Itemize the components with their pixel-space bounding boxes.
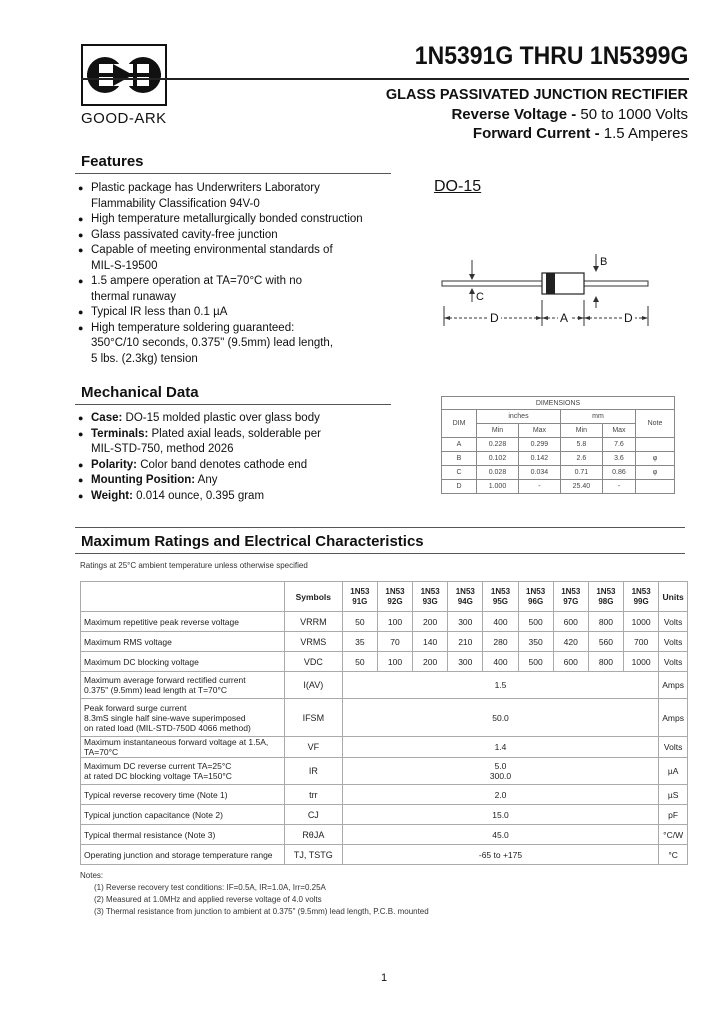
inch-max-header: Max (518, 424, 560, 438)
feature-text: 1.5 ampere operation at TA=70°C with no (91, 275, 302, 287)
value-cell: 280 (483, 632, 518, 652)
feature-text: 5 lbs. (2.3kg) tension (91, 352, 198, 365)
part-header: 1N53 96G (518, 582, 553, 612)
value-cell: 400 (483, 652, 518, 672)
value-cell: 300 (448, 612, 483, 632)
mechanical-label: Weight: (91, 489, 133, 502)
parameter-cell: Typical thermal resistance (Note 3) (81, 825, 285, 845)
dimension-cell: 5.8 (560, 438, 602, 452)
bullet-icon: ● (78, 459, 84, 470)
page-title: 1N5391G THRU 1N5399G (414, 42, 688, 70)
feature-text: Capable of meeting environmental standards of (91, 244, 333, 256)
bullet-icon: ● (78, 428, 84, 439)
value-cell: 50 (342, 612, 377, 632)
features-list (78, 181, 398, 367)
part-header: 1N53 93G (413, 582, 448, 612)
parameter-cell: Maximum instantaneous forward voltage at 1.5A, TA=70°C (81, 737, 285, 758)
mm-header: mm (560, 410, 635, 424)
dimension-cell: φ (636, 466, 675, 480)
rating-row (81, 672, 688, 699)
label-d-left: D (490, 311, 499, 325)
bullet-icon (78, 259, 91, 275)
label-d-right: D (624, 311, 633, 325)
dimension-cell (636, 438, 675, 452)
company-logo (81, 44, 167, 106)
notes-section (80, 870, 680, 918)
mechanical-value: DO-15 molded plastic over glass body (122, 412, 320, 424)
mechanical-item (78, 489, 408, 505)
unit-cell: °C (659, 845, 688, 865)
ratings-table (80, 581, 688, 865)
bullet-icon: ● (78, 322, 84, 333)
value-cell: 50 (342, 652, 377, 672)
mechanical-item (78, 427, 408, 458)
dimension-cell: - (518, 480, 560, 494)
header-divider (81, 78, 689, 80)
bullet-icon (78, 197, 91, 213)
symbol-cell: VRMS (284, 632, 342, 652)
unit-cell: Amps (659, 672, 688, 699)
parameter-cell: Maximum RMS voltage (81, 632, 285, 652)
bullet-icon: ● (78, 413, 84, 423)
unit-cell: Volts (659, 737, 688, 758)
rating-row (81, 737, 688, 758)
dimension-row (442, 466, 675, 480)
symbol-cell: TJ, TSTG (284, 845, 342, 865)
unit-cell: Volts (659, 612, 688, 632)
value-cell: 70 (377, 632, 412, 652)
bullet-icon (78, 290, 91, 306)
mechanical-item (78, 458, 408, 474)
inch-min-header: Min (477, 424, 519, 438)
part-header: 1N53 94G (448, 582, 483, 612)
value-cell: 1.4 (342, 737, 659, 758)
dimension-cell: 0.71 (560, 466, 602, 480)
value-cell: 35 (342, 632, 377, 652)
logo-text: GOOD-ARK (81, 110, 167, 127)
mechanical-divider (75, 404, 391, 405)
value-cell: 500 (518, 612, 553, 632)
rating-row (81, 845, 688, 865)
value-cell: 200 (413, 652, 448, 672)
value-cell: 210 (448, 632, 483, 652)
feature-text: thermal runaway (91, 290, 177, 303)
feature-text: Typical IR less than 0.1 µA (91, 306, 228, 318)
value-cell: 800 (588, 652, 623, 672)
rating-row (81, 699, 688, 737)
part-header: 1N53 95G (483, 582, 518, 612)
mechanical-list (78, 411, 408, 504)
value-cell: 700 (624, 632, 659, 652)
parameter-cell: Maximum DC blocking voltage (81, 652, 285, 672)
value-cell: 1000 (624, 612, 659, 632)
dimension-cell: φ (636, 452, 675, 466)
dimension-cell: 7.6 (602, 438, 635, 452)
bullet-icon: ● (78, 245, 84, 255)
ratings-top-divider (75, 527, 685, 528)
unit-cell: °C/W (659, 825, 688, 845)
dimension-cell: 0.142 (518, 452, 560, 466)
units-header: Units (659, 582, 688, 612)
feature-item (78, 212, 398, 228)
dimension-cell: 0.228 (477, 438, 519, 452)
mechanical-label: Terminals: (91, 427, 149, 440)
ratings-divider (75, 553, 685, 554)
value-cell: 500 (518, 652, 553, 672)
feature-text: Glass passivated cavity-free junction (91, 228, 278, 241)
feature-item (78, 321, 398, 368)
value-cell: 800 (588, 612, 623, 632)
product-subtitle: GLASS PASSIVATED JUNCTION RECTIFIER (385, 87, 688, 103)
bullet-icon: ● (78, 490, 84, 501)
mechanical-label: Mounting Position: (91, 474, 196, 486)
part-header: 1N53 98G (588, 582, 623, 612)
part-header: 1N53 91G (342, 582, 377, 612)
symbol-cell: IR (284, 758, 342, 785)
symbol-cell: I(AV) (284, 672, 342, 699)
unit-cell: Amps (659, 699, 688, 737)
feature-text: High temperature metallurgically bonded construction (91, 213, 363, 225)
value-cell: 560 (588, 632, 623, 652)
features-divider (75, 173, 391, 174)
dimension-row (442, 438, 675, 452)
parameter-cell: Peak forward surge current 8.3mS single half sine-wave superimposed on rated load (MIL-STD-750D 4066 method) (81, 699, 285, 737)
parameter-cell: Typical reverse recovery time (Note 1) (81, 785, 285, 805)
mechanical-value: Any (195, 474, 218, 486)
rating-row (81, 825, 688, 845)
dimension-cell: 3.6 (602, 452, 635, 466)
dimension-cell: 0.034 (518, 466, 560, 480)
dimension-cell: A (442, 438, 477, 452)
value-cell: 350 (518, 632, 553, 652)
unit-cell: Volts (659, 652, 688, 672)
symbol-cell: VDC (284, 652, 342, 672)
bullet-icon: ● (78, 307, 84, 317)
part-header: 1N53 97G (553, 582, 588, 612)
feature-text: 350°C/10 seconds, 0.375" (9.5mm) lead length, (91, 337, 334, 349)
dimension-cell: C (442, 466, 477, 480)
bullet-icon: ● (78, 183, 84, 193)
value-cell: 50.0 (342, 699, 659, 737)
symbol-cell: VRRM (284, 612, 342, 632)
reverse-voltage-spec: Reverse Voltage - 50 to 1000 Volts (451, 106, 688, 123)
dimension-cell: 0.028 (477, 466, 519, 480)
value-cell: 420 (553, 632, 588, 652)
mechanical-value: Plated axial leads, solderable per (148, 427, 321, 440)
forward-current-spec: Forward Current - 1.5 Amperes (472, 125, 688, 142)
value-cell: 2.0 (342, 785, 659, 805)
rating-row (81, 652, 688, 672)
parameter-cell: Maximum average forward rectified current 0.375" (9.5mm) lead length at T=70°C (81, 672, 285, 699)
mm-max-header: Max (602, 424, 635, 438)
value-cell: 15.0 (342, 805, 659, 825)
inches-header: inches (477, 410, 561, 424)
label-c: C (476, 291, 484, 303)
rating-row (81, 805, 688, 825)
mechanical-heading: Mechanical Data (81, 384, 199, 401)
value-cell: -65 to +175 (342, 845, 659, 865)
value-cell: 100 (377, 612, 412, 632)
feature-item (78, 228, 398, 244)
rating-row (81, 632, 688, 652)
mechanical-value: Color band denotes cathode end (137, 458, 308, 471)
part-header: 1N53 92G (377, 582, 412, 612)
symbol-cell: VF (284, 737, 342, 758)
unit-cell: µA (659, 758, 688, 785)
dimensions-title: DIMENSIONS (442, 397, 675, 410)
symbol-cell: IFSM (284, 699, 342, 737)
parameter-cell: Typical junction capacitance (Note 2) (81, 805, 285, 825)
rating-row (81, 612, 688, 632)
feature-text: Flammability Classification 94V-0 (91, 197, 260, 210)
value-cell: 1.5 (342, 672, 659, 699)
symbol-cell: RθJA (284, 825, 342, 845)
value-cell: 400 (483, 612, 518, 632)
dimension-cell: 1.000 (477, 480, 519, 494)
features-heading: Features (81, 153, 144, 170)
dimension-row (442, 452, 675, 466)
page-number: 1 (381, 972, 388, 984)
feature-item (78, 181, 398, 212)
package-drawing (430, 250, 660, 335)
value-cell: 140 (413, 632, 448, 652)
bullet-icon: ● (78, 475, 84, 485)
feature-item (78, 274, 398, 305)
dimension-cell: D (442, 480, 477, 494)
feature-item (78, 243, 398, 274)
parameter-cell: Maximum repetitive peak reverse voltage (81, 612, 285, 632)
bullet-icon: ● (78, 229, 84, 240)
value-cell: 1000 (624, 652, 659, 672)
value-cell: 200 (413, 612, 448, 632)
bullet-icon: ● (78, 214, 84, 224)
parameter-cell: Maximum DC reverse current TA=25°C at rated DC blocking voltage TA=150°C (81, 758, 285, 785)
ratings-note: Ratings at 25°C ambient temperature unless otherwise specified (80, 561, 308, 570)
value-cell: 45.0 (342, 825, 659, 845)
value-cell: 600 (553, 652, 588, 672)
mm-min-header: Min (560, 424, 602, 438)
mechanical-value: 0.014 ounce, 0.395 gram (132, 489, 265, 502)
feature-item (78, 305, 398, 321)
rating-row (81, 785, 688, 805)
symbol-cell: CJ (284, 805, 342, 825)
part-header: 1N53 99G (624, 582, 659, 612)
mechanical-label: Polarity: (91, 458, 138, 471)
feature-text: High temperature soldering guaranteed: (91, 321, 295, 334)
mechanical-item (78, 473, 408, 489)
dimension-cell: B (442, 452, 477, 466)
mechanical-item (78, 411, 408, 427)
notes-heading: Notes: (80, 871, 104, 880)
symbol-cell: trr (284, 785, 342, 805)
value-cell: 300 (448, 652, 483, 672)
ratings-heading: Maximum Ratings and Electrical Characteristics (81, 533, 424, 550)
dimension-cell (636, 480, 675, 494)
dimension-cell: - (602, 480, 635, 494)
mechanical-continuation: MIL-STD-750, method 2026 (91, 443, 234, 455)
bullet-icon: ● (78, 276, 84, 286)
package-name: DO-15 (434, 178, 482, 195)
label-a: A (560, 311, 569, 325)
dimensions-table (441, 396, 675, 494)
dimension-row (442, 480, 675, 494)
dimension-cell: 2.6 (560, 452, 602, 466)
value-cell: 600 (553, 612, 588, 632)
rating-row (81, 758, 688, 785)
value-cell: 5.0 300.0 (342, 758, 659, 785)
bullet-icon (78, 336, 91, 352)
feature-text: Plastic package has Underwriters Laboratory (91, 182, 320, 194)
note-item: (2) Measured at 1.0MHz and applied reverse voltage of 4.0 volts (94, 895, 322, 904)
dimension-cell: 0.102 (477, 452, 519, 466)
dim-header: DIM (442, 410, 477, 438)
mechanical-label: Case: (91, 412, 123, 424)
symbols-header: Symbols (284, 582, 342, 612)
dimension-cell: 25.40 (560, 480, 602, 494)
label-b: B (600, 256, 608, 268)
dimension-cell: 0.299 (518, 438, 560, 452)
feature-text: MIL-S-19500 (91, 259, 158, 272)
note-item: (1) Reverse recovery test conditions: IF=0.5A, IR=1.0A, Irr=0.25A (94, 883, 326, 892)
unit-cell: Volts (659, 632, 688, 652)
unit-cell: µS (659, 785, 688, 805)
note-item: (3) Thermal resistance from junction to ambient at 0.375" (9.5mm) lead length, P.C.B. mounted (94, 907, 429, 916)
dimension-cell: 0.86 (602, 466, 635, 480)
unit-cell: pF (659, 805, 688, 825)
parameter-cell: Operating junction and storage temperature range (81, 845, 285, 865)
bullet-icon (78, 352, 91, 368)
note-header: Note (636, 410, 675, 438)
value-cell: 100 (377, 652, 412, 672)
